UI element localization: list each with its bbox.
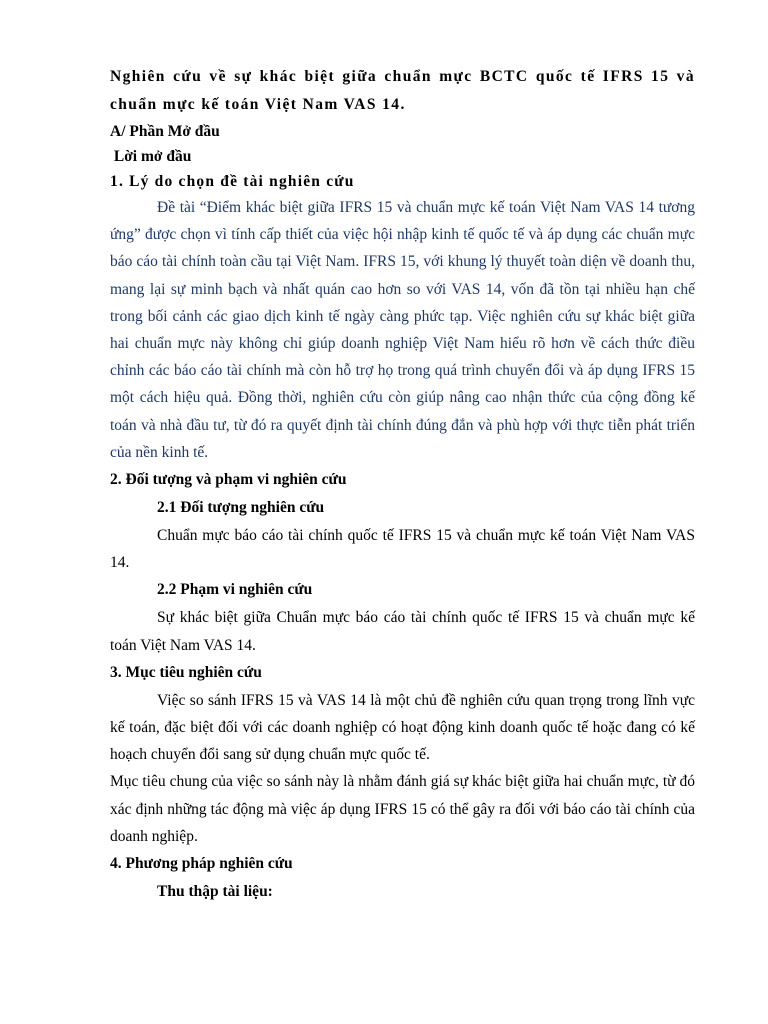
section-4-heading: 4. Phương pháp nghiên cứu <box>110 855 293 873</box>
section-2-2-paragraph: Sự khác biệt giữa Chuẩn mực báo cáo tài chính quốc tế IFRS 15 và chuẩn mực kế toán Việt Nam VAS 14. <box>110 609 695 654</box>
section-2-1-heading: 2.1 Đối tượng nghiên cứu <box>157 499 325 517</box>
section-1-paragraph: Đề tài “Điểm khác biệt giữa IFRS 15 và chuẩn mực kế toán Việt Nam VAS 14 tương ứng” được chọn vì tính cấp thiết của việc hội nhập kinh tế quốc tế và áp dụng các chuẩn mực báo cáo tài chính toàn cầu tại Việt Nam. IFRS 15, với khung lý thuyết toàn diện về doanh thu, mang lại sự minh bạch và nhất quán cao hơn so với VAS 14, vốn đã tồn tại nhiều hạn chế trong bối cảnh các giao dịch kinh tế ngày càng phức tạp. Việc nghiên cứu sự khác biệt giữa hai chuẩn mực này không chỉ giúp doanh nghiệp Việt Nam hiểu rõ hơn về cách thức điều chỉnh các báo cáo tài chính mà còn hỗ trợ họ trong quá trình chuyển đổi và áp dụng IFRS 15 một cách hiệu quả. Đồng thời, nghiên cứu còn giúp nâng cao nhận thức của cộng đồng kế toán và nhà đầu tư, từ đó ra quyết định tài chính đúng đắn và phù hợp với thực tiễn phát triển của nền kinh tế. <box>110 199 695 461</box>
intro-heading: Lời mở đầu <box>110 148 192 165</box>
section-3-heading: 3. Mục tiêu nghiên cứu <box>110 663 262 681</box>
section-2-2-heading: 2.2 Phạm vi nghiên cứu <box>157 581 313 599</box>
document-title: Nghiên cứu về sự khác biệt giữa chuẩn mực BCTC quốc tế IFRS 15 và chuẩn mực kế toán Việt Nam VAS 14. <box>110 68 695 113</box>
section-2-heading: 2. Đối tượng và phạm vi nghiên cứu <box>110 471 347 489</box>
section-3-paragraph-2: Mục tiêu chung của việc so sánh này là nhằm đánh giá sự khác biệt giữa hai chuẩn mực, từ đó xác định những tác động mà việc áp dụng IFRS 15 có thể gây ra đối với báo cáo tài chính của doanh nghiệp. <box>110 773 695 845</box>
section-2-1-paragraph: Chuẩn mực báo cáo tài chính quốc tế IFRS 15 và chuẩn mực kế toán Việt Nam VAS 14. <box>110 527 695 572</box>
section-3-paragraph-1: Việc so sánh IFRS 15 và VAS 14 là một chủ đề nghiên cứu quan trọng trong lĩnh vực kế toán, đặc biệt đối với các doanh nghiệp có hoạt động kinh doanh quốc tế hoặc đang có kế hoạch chuyển đổi sang sử dụng chuẩn mực quốc tế. <box>110 691 695 764</box>
section-1-heading: 1. Lý do chọn đề tài nghiên cứu <box>110 173 355 190</box>
part-a-heading: A/ Phần Mở đầu <box>110 123 220 140</box>
section-4-subheading: Thu thập tài liệu: <box>157 883 273 901</box>
document-page <box>110 63 695 906</box>
